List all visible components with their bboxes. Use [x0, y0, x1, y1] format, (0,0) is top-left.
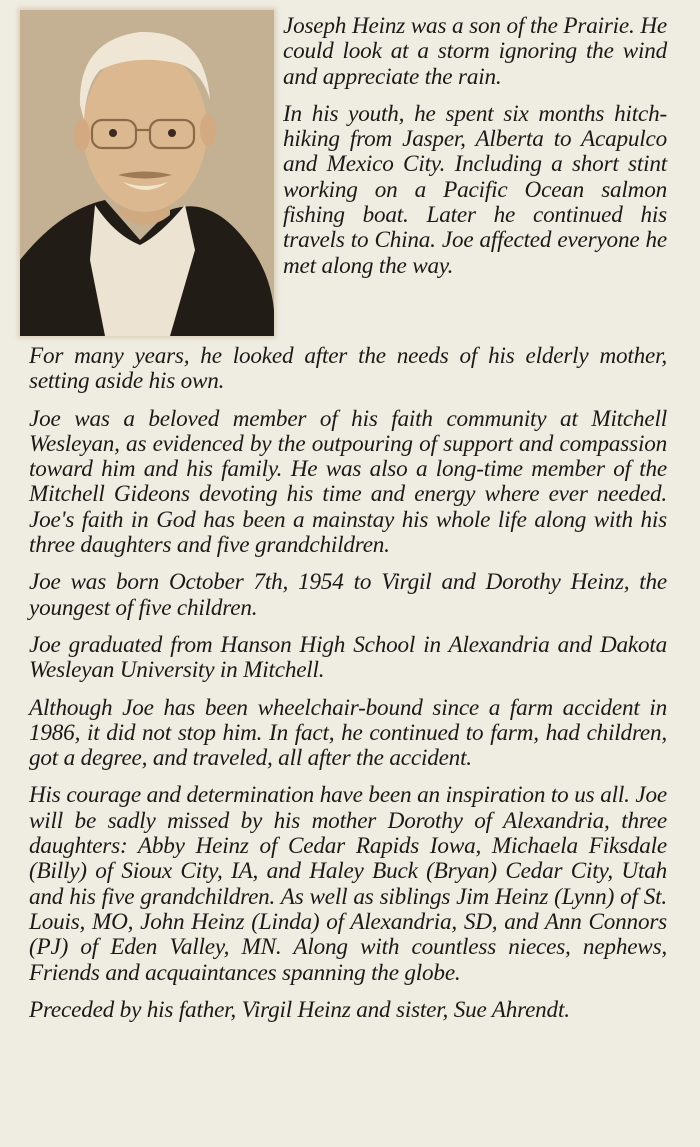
body-paragraph: Joe was a beloved member of his faith community at Mitchell Wesleyan, as evidenced by the outpouring of support and compassion toward him and his family. He was also a long-time member of the Mitchell Gideons devoting his time and energy where ever needed. Joe's faith in God has been a mainstay his whole life along with his three daughters and five grandchildren. [29, 405, 667, 559]
body-paragraph: For many years, he looked after the needs of his elderly mother, setting aside his own. [29, 343, 667, 395]
portrait-illustration [20, 10, 274, 336]
body-paragraph: Although Joe has been wheelchair-bound since a farm accident in 1986, it did not stop him. In fact, he continued to farm, had children, got a degree, and traveled, all after the accident. [29, 694, 667, 772]
body-paragraph: His courage and determination have been an inspiration to us all. Joe will be sadly missed by his mother Dorothy of Alexandria, three daughters: Abby Heinz of Cedar Rapids Iowa, Michaela Fiksdale (Billy) of Sioux City, IA, and Haley Buck (Bryan) Cedar City, Utah and his five grandchildren. As well as siblings Jim Heinz (Lynn) of St. Louis, MO, John Heinz (Linda) of Alexandria, SD, and Ann Connors (PJ) of Eden Valley, MN. Along with countless nieces, nephews, Friends and acquaintances spanning the globe. [29, 782, 667, 986]
intro-paragraph: Joseph Heinz was a son of the Prairie. He could look at a storm ignoring the wind and appreciate the rain. [283, 13, 667, 90]
left-ear [74, 119, 90, 151]
right-eye [168, 129, 176, 137]
portrait-photo [20, 10, 274, 336]
body-paragraph: Joe was born October 7th, 1954 to Virgil and Dorothy Heinz, the youngest of five children. [29, 569, 667, 621]
intro-paragraph: In his youth, he spent six months hitch-hiking from Jasper, Alberta to Acapulco and Mexico City. Including a short stint working on a Pacific Ocean salmon fishing boat. Later he continued his travels to China. Joe affected everyone he met along the way. [283, 100, 667, 279]
obituary-body [29, 344, 667, 1035]
left-eye [109, 129, 117, 137]
intro-text-column [283, 14, 667, 291]
body-paragraph: Preceded by his father, Virgil Heinz and sister, Sue Ahrendt. [29, 996, 570, 1023]
right-ear [200, 114, 216, 146]
body-paragraph: Joe graduated from Hanson High School in Alexandria and Dakota Wesleyan University in Mitchell. [29, 631, 667, 684]
